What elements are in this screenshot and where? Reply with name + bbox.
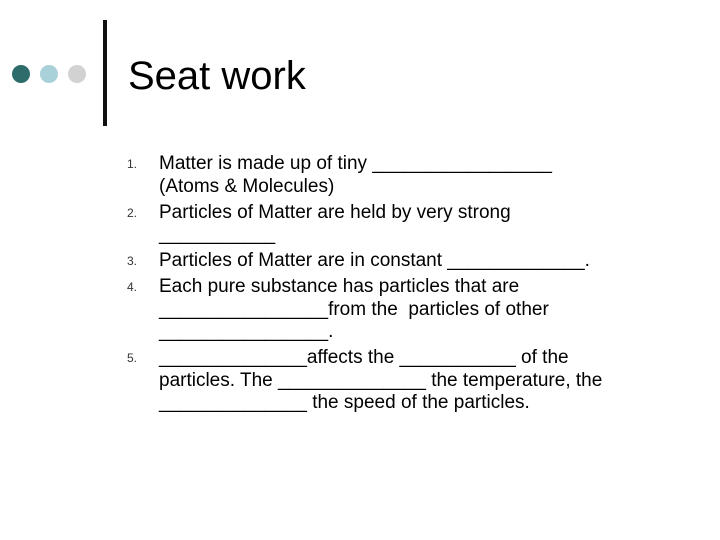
question-line: particles. The ______________ the temperature, the <box>159 369 603 391</box>
question-line: (Atoms & Molecules) <box>159 175 335 197</box>
question-item <box>0 250 664 273</box>
question-line: ______________affects the ___________ of the <box>159 347 569 368</box>
question-item <box>0 153 664 198</box>
question-line: ______________ the speed of the particles. <box>159 392 530 413</box>
question-line: Particles of Matter are in constant _____________. <box>159 250 590 271</box>
question-number: 2. <box>127 205 138 220</box>
question-number: 4. <box>127 280 138 294</box>
question-line: ___________ <box>159 224 276 245</box>
question-line: Particles of Matter are held by very strong <box>159 201 511 223</box>
question-item <box>0 276 664 344</box>
question-list <box>0 153 664 418</box>
decorative-dot-dark <box>12 65 30 83</box>
title-divider-bar <box>103 20 107 126</box>
slide-title: Seat work <box>128 54 306 98</box>
question-item <box>0 347 664 415</box>
question-line: ________________. <box>159 321 334 342</box>
question-line: ________________from the particles of other <box>159 298 549 320</box>
question-line: Matter is made up of tiny _________________ <box>159 153 552 174</box>
decorative-dot-gray <box>68 65 86 83</box>
question-number: 5. <box>127 351 138 365</box>
question-number: 3. <box>127 254 138 268</box>
question-item <box>0 202 664 247</box>
question-line: Each pure substance has particles that are <box>159 276 520 297</box>
decorative-dot-light <box>40 65 58 83</box>
question-number: 1. <box>127 157 138 171</box>
